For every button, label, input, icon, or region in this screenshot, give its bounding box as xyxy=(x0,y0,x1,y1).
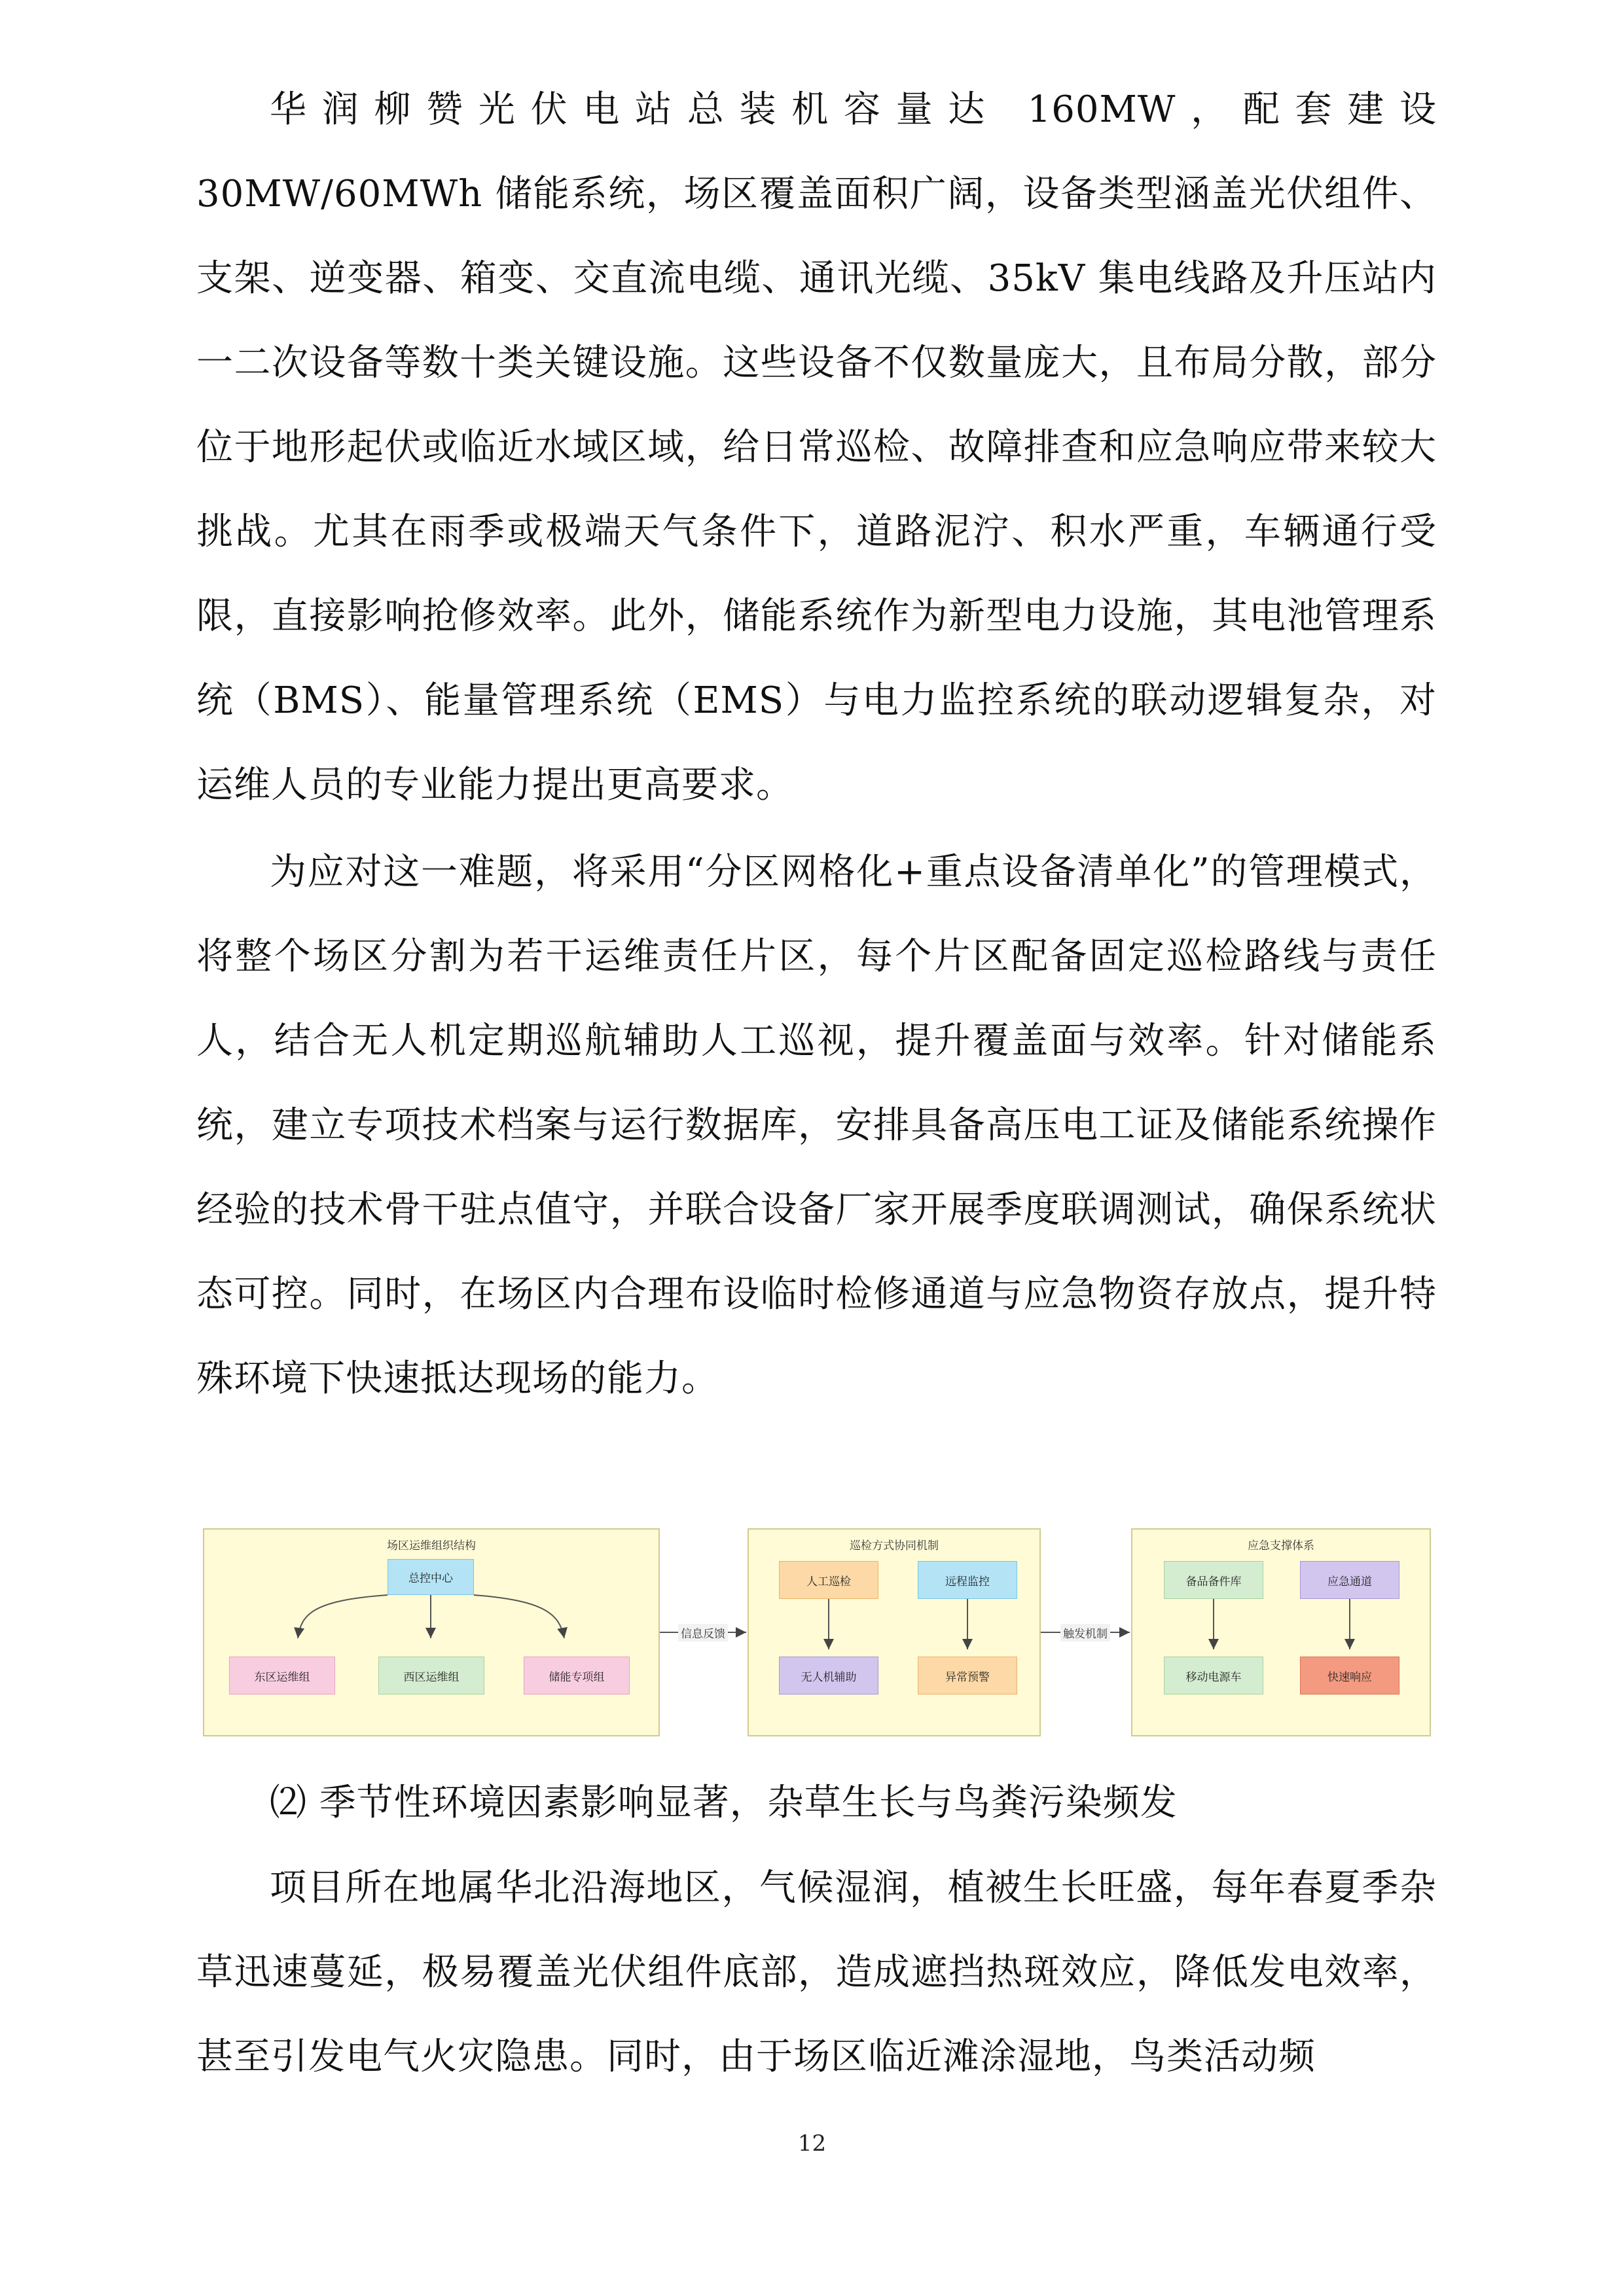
edge-center-storage xyxy=(474,1595,564,1638)
node-remote-monitor: 远程监控 xyxy=(918,1561,1017,1599)
group-org-title: 场区运维组织结构 xyxy=(387,1539,476,1552)
node-quick-response: 快速响应 xyxy=(1300,1657,1399,1695)
node-mobile-power: 移动电源车 xyxy=(1164,1657,1263,1695)
section-heading: ⑵ 季节性环境因素影响显著，杂草生长与鸟粪污染频发 xyxy=(270,1782,1178,1824)
group-patrol-title: 巡检方式协同机制 xyxy=(850,1539,939,1552)
paragraph-1: 华润柳赞光伏电站总装机容量达 160MW，配套建设 30MW/60MWh 储能系统，场区覆盖面积广阔，设备类型涵盖光伏组件、支架、逆变器、箱变、交直流电缆、通讯光缆、35kV 集电线路及升压站内一二次设备等数十类关键设施。这些设备不仅数量庞大，且布局分散，部分位于地形起伏或临近水域区域，给日常巡检、故障排查和应急响应带来较大挑战。尤其在雨季或极端天气条件下，道路泥泞、积水严重，车辆通行受限，直接影响抢修效率。此外，储能系统作为新型电力设施，其电池管理系统（BMS）、能量管理系统（EMS）与电力监控系统的联动逻辑复杂，对运维人员的专业能力提出更高要求。 xyxy=(196,88,1437,806)
node-manual-patrol: 人工巡检 xyxy=(779,1561,878,1599)
node-control-center: 总控中心 xyxy=(388,1559,474,1595)
edge-label-trigger: 触发机制 xyxy=(1060,1624,1110,1641)
edge-label-feedback: 信息反馈 xyxy=(678,1624,728,1641)
node-drone-assist: 无人机辅助 xyxy=(779,1657,878,1695)
node-east-team: 东区运维组 xyxy=(229,1657,335,1695)
group-support-title: 应急支撑体系 xyxy=(1248,1539,1314,1552)
node-storage-team: 储能专项组 xyxy=(524,1657,630,1695)
edge-center-east xyxy=(298,1595,388,1638)
page-number: 12 xyxy=(797,2130,827,2157)
node-west-team: 西区运维组 xyxy=(378,1657,484,1695)
management-diagram xyxy=(203,1528,1431,1744)
paragraph-3: 项目所在地属华北沿海地区，气候湿润，植被生长旺盛，每年春夏季杂草迅速蔓延，极易覆盖光伏组件底部，造成遮挡热斑效应，降低发电效率，甚至引发电气火灾隐患。同时，由于场区临近滩涂湿地，鸟类活动频 xyxy=(196,1867,1437,2078)
node-anomaly-alert: 异常预警 xyxy=(918,1657,1017,1695)
node-emergency-channel: 应急通道 xyxy=(1300,1561,1399,1599)
paragraph-2: 为应对这一难题，将采用“分区网格化+重点设备清单化”的管理模式，将整个场区分割为若干运维责任片区，每个片区配备固定巡检路线与责任人，结合无人机定期巡航辅助人工巡视，提升覆盖面与效率。针对储能系统，建立专项技术档案与运行数据库，安排具备高压电工证及储能系统操作经验的技术骨干驻点值守，并联合设备厂家开展季度联调测试，确保系统状态可控。同时，在场区内合理布设临时检修通道与应急物资存放点，提升特殊环境下快速抵达现场的能力。 xyxy=(196,851,1437,1400)
node-spare-parts: 备品备件库 xyxy=(1164,1561,1263,1599)
